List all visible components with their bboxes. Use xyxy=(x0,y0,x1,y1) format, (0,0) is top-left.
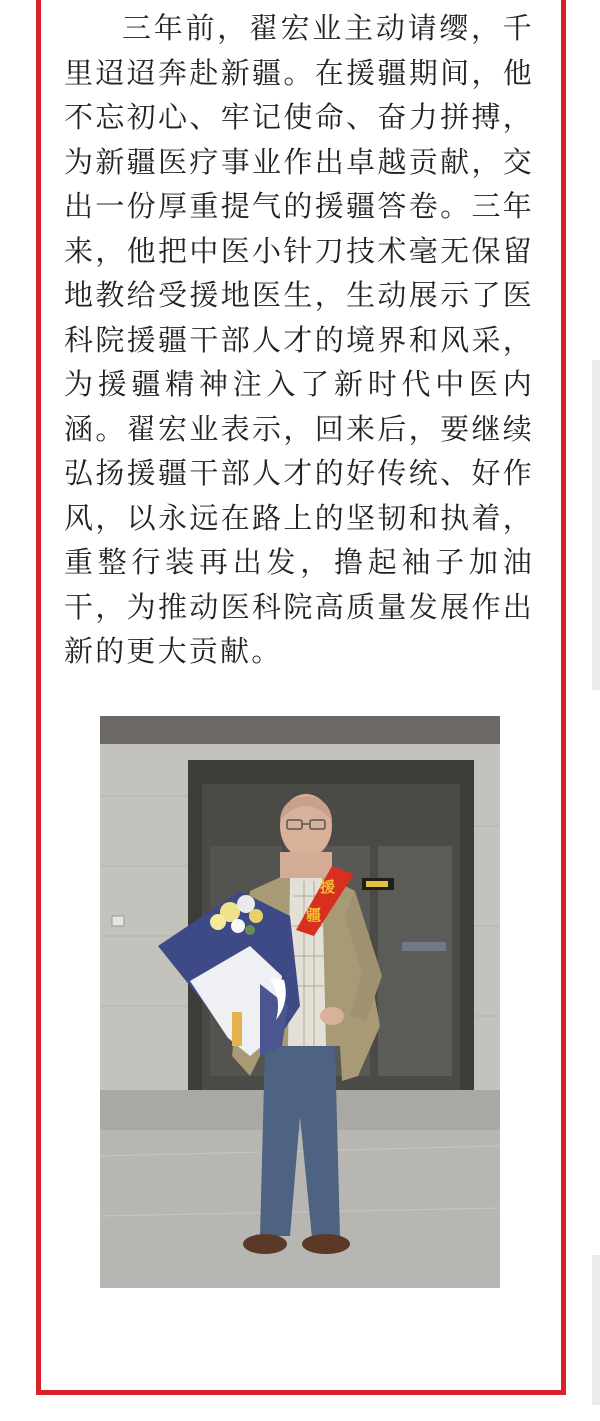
side-shadow-top xyxy=(592,360,600,690)
returning-doctor-photo xyxy=(100,716,500,1288)
sash-char-1: 援 xyxy=(320,878,336,896)
sash-char-2: 疆 xyxy=(306,906,322,924)
side-shadow-bottom xyxy=(592,1255,600,1405)
article-paragraph: 三年前，翟宏业主动请缨，千里迢迢奔赴新疆。在援疆期间，他不忘初心、牢记使命、奋力拼搏，为新疆医疗事业作出卓越贡献，交出一份厚重提气的援疆答卷。三年来，他把中医小针刀技术毫无保留地教给受援地医生，生动展示了医科院援疆干部人才的境界和风采，为援疆精神注入了新时代中医内涵。翟宏业表示，回来后，要继续弘扬援疆干部人才的好传统、好作风，以永远在路上的坚韧和执着，重整行装再出发，撸起袖子加油干，为推动医科院高质量发展作出新的更大贡献。 xyxy=(64,11,534,668)
